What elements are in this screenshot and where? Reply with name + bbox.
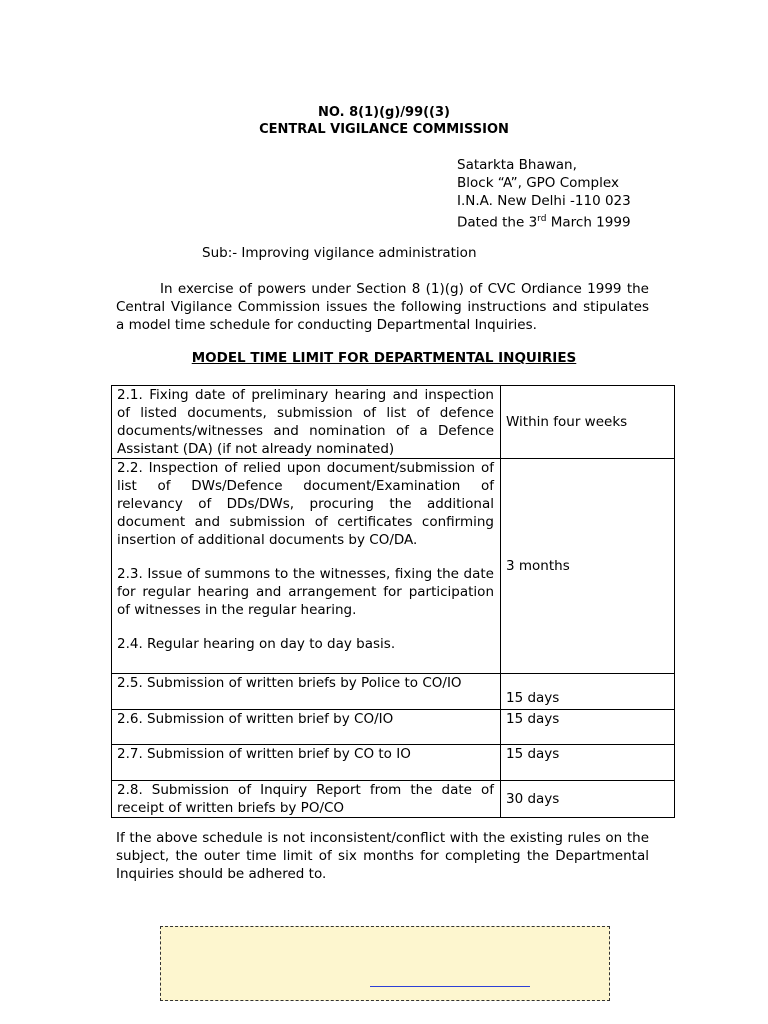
- row-time-limit: 15 days: [501, 745, 675, 781]
- table-row: [112, 674, 675, 710]
- row-time-limit: 30 days: [501, 781, 675, 818]
- subject-line: Sub:- Improving vigilance administration: [202, 245, 477, 261]
- address-line: Satarkta Bhawan,: [457, 157, 577, 173]
- table-row: [112, 459, 675, 674]
- document-number: NO. 8(1)(g)/99((3): [318, 105, 450, 120]
- row-time-limit: 15 days: [501, 674, 675, 710]
- row-time-limit: 15 days: [501, 710, 675, 745]
- table-row: [112, 745, 675, 781]
- row-description: 2.1. Fixing date of preliminary hearing and inspection of listed documents, submission of list of defence documents/witnesses and nomination of a Defence Assistant (DA) (if not already nominated): [112, 386, 501, 459]
- notice-box: [160, 926, 610, 1001]
- address-line: Block “A”, GPO Complex: [457, 175, 619, 191]
- table-row: [112, 781, 675, 818]
- link-underline[interactable]: [370, 985, 530, 987]
- date-prefix: Dated the 3: [457, 214, 538, 231]
- address-line: I.N.A. New Delhi -110 023: [457, 193, 631, 209]
- date-line: [457, 210, 631, 232]
- row-time-limit: Within four weeks: [501, 386, 675, 459]
- row-description: [112, 459, 501, 674]
- row-time-limit: 3 months: [501, 459, 675, 674]
- row-item: 2.4. Regular hearing on day to day basis.: [117, 636, 396, 652]
- closing-paragraph: If the above schedule is not inconsistent/conflict with the existing rules on the subject, the outer time limit of six months for completing the Departmental Inquiries should be adhered to.: [116, 830, 649, 882]
- table-title: MODEL TIME LIMIT FOR DEPARTMENTAL INQUIRIES: [191, 350, 577, 366]
- organization-title: CENTRAL VIGILANCE COMMISSION: [259, 122, 509, 137]
- row-item: 2.2. Inspection of relied upon document/submission of list of DWs/Defence document/Examination of relevancy of DDs/DWs, procuring the additional document and submission of certificates confirming insertion of additional documents by CO/DA.: [117, 460, 494, 548]
- row-description: 2.5. Submission of written briefs by Police to CO/IO: [112, 674, 501, 710]
- date-ordinal: rd: [537, 214, 547, 224]
- intro-text: In exercise of powers under Section 8 (1)(g) of CVC Ordiance 1999 the Central Vigilance Commission issues the following instructions and stipulates a model time schedule for conducting Departmental Inquiries.: [116, 281, 649, 333]
- row-item: 2.3. Issue of summons to the witnesses, fixing the date for regular hearing and arrangement for participation of witnesses in the regular hearing.: [117, 566, 494, 618]
- row-description: 2.8. Submission of Inquiry Report from the date of receipt of written briefs by PO/CO: [112, 781, 501, 818]
- time-limit-table: [111, 385, 675, 818]
- address-block: [457, 156, 631, 232]
- row-description: 2.6. Submission of written brief by CO/IO: [112, 710, 501, 745]
- table-row: [112, 386, 675, 459]
- intro-paragraph: [116, 280, 649, 334]
- date-suffix: March 1999: [546, 214, 631, 231]
- row-description: 2.7. Submission of written brief by CO to IO: [112, 745, 501, 781]
- table-row: [112, 710, 675, 745]
